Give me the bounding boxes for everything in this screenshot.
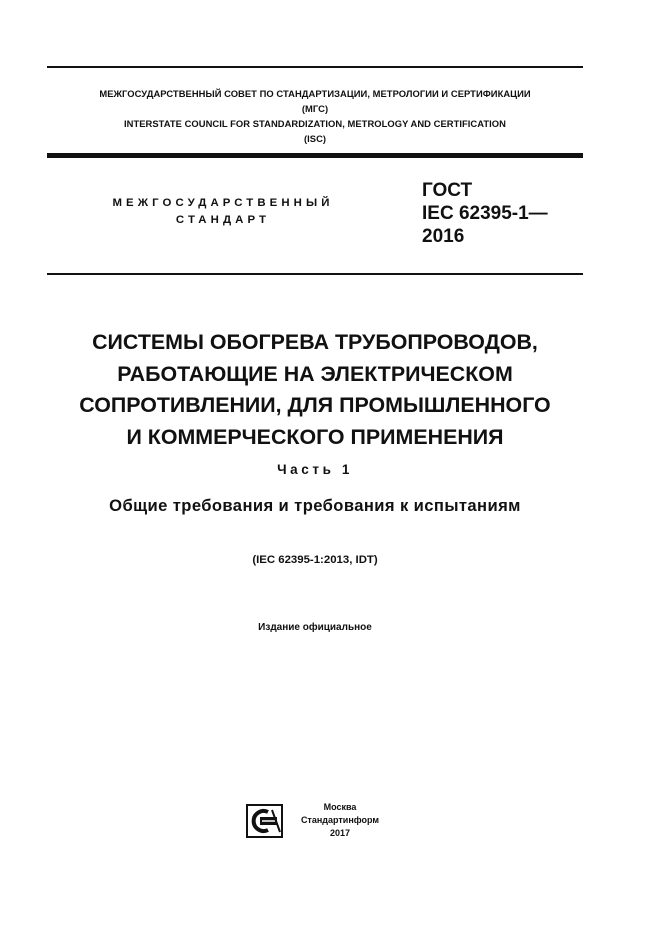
council-name-ru: МЕЖГОСУДАРСТВЕННЫЙ СОВЕТ ПО СТАНДАРТИЗАЦИИ, МЕТРОЛОГИИ И СЕРТИФИКАЦИИ: [99, 88, 531, 99]
designation-rule: [47, 273, 583, 275]
top-rule-thin: [47, 66, 583, 68]
council-abbr-ru: (МГС): [301, 103, 329, 114]
part-number: Часть 1: [277, 462, 353, 477]
council-name-en: INTERSTATE COUNCIL FOR STANDARDIZATION, METROLOGY AND CERTIFICATION: [124, 118, 506, 129]
title-line-1: СИСТЕМЫ ОБОГРЕВА ТРУБОПРОВОДОВ,: [92, 330, 538, 354]
edition-note: Издание официальное: [258, 622, 372, 633]
iec-reference: (IEC 62395-1:2013, IDT): [252, 554, 378, 566]
title-line-4: И КОММЕРЧЕСКОГО ПРИМЕНЕНИЯ: [126, 424, 504, 449]
designation-year: 2016: [422, 226, 465, 247]
publisher-year: 2017: [329, 828, 351, 838]
standard-type-line1: МЕЖГОСУДАРСТВЕННЫЙ: [112, 197, 334, 209]
document-title: [47, 327, 583, 453]
standard-designation: [422, 179, 548, 248]
publisher-block: [292, 801, 388, 840]
publisher-city: Москва: [323, 802, 357, 812]
standard-type: [78, 195, 368, 229]
standartinform-logo-icon: [246, 804, 283, 838]
title-line-2: РАБОТАЮЩИЕ НА ЭЛЕКТРИЧЕСКОМ: [117, 361, 513, 386]
publisher-name: Стандартинформ: [300, 815, 380, 825]
designation-number: IEC 62395-1—: [422, 203, 548, 224]
header-rule-thick: [47, 153, 583, 158]
designation-prefix: ГОСТ: [422, 180, 473, 201]
document-subtitle: Общие требования и требования к испытаниям: [109, 496, 521, 515]
council-abbr-en: (ISC): [303, 133, 327, 144]
council-header: [47, 86, 583, 146]
title-line-3: СОПРОТИВЛЕНИИ, ДЛЯ ПРОМЫШЛЕННОГО: [79, 393, 551, 417]
standard-type-line2: СТАНДАРТ: [175, 214, 271, 226]
